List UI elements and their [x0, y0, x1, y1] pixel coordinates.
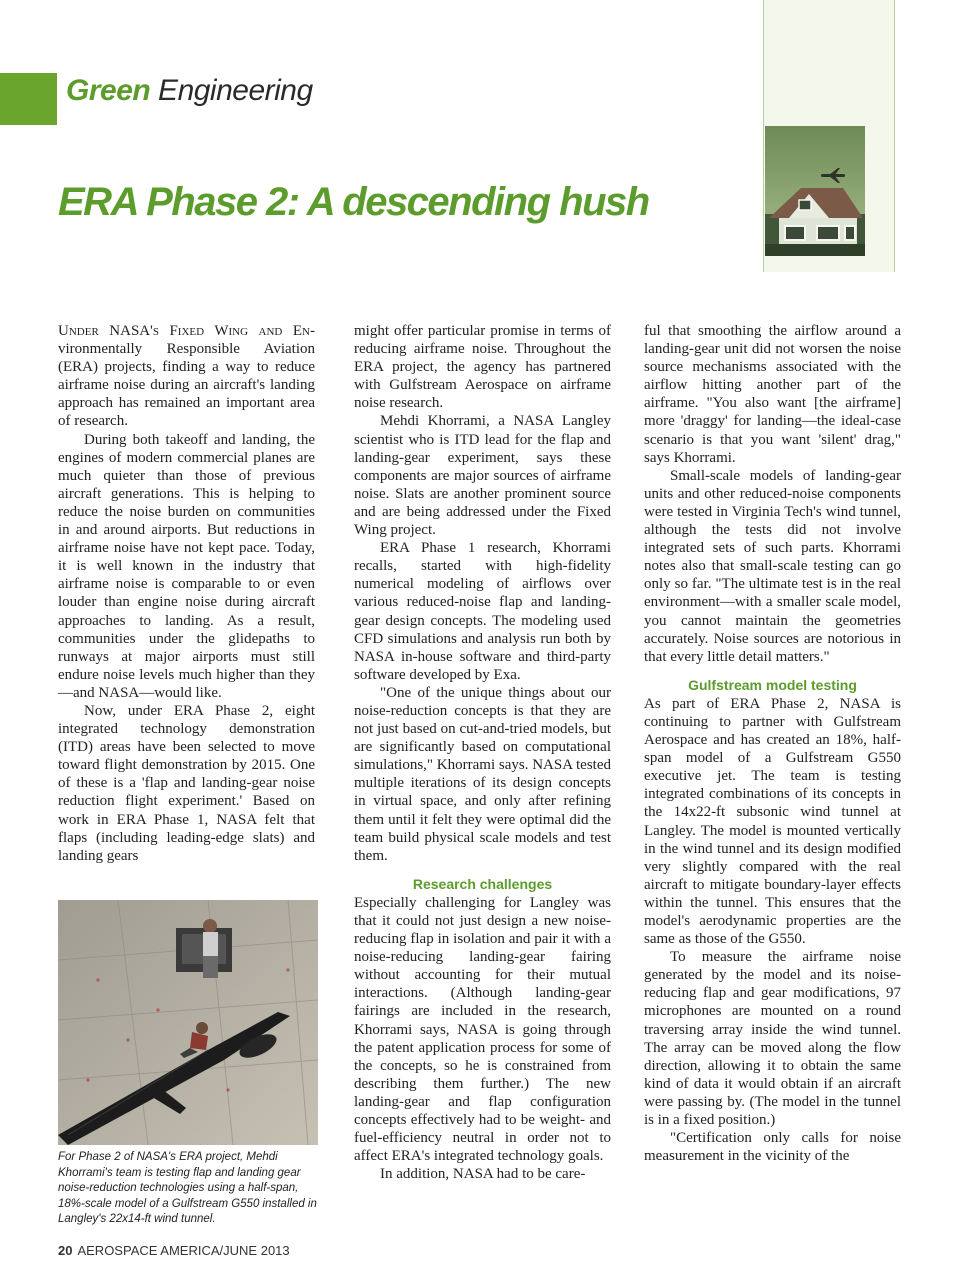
- page-title: ERA Phase 2: A descending hush: [58, 180, 649, 224]
- article-paragraph: "One of the unique things about our noise-reduction concepts is that they are not just based on cut-and-tried models, but are significantly based on computational simulations," Khorrami says. NASA tested multiple iterations of its design concepts in virtual space, and only after refining them until it felt they were optimal did the team build physical scale models and test them.: [354, 684, 611, 864]
- thumbnail-frame: [763, 0, 895, 272]
- article-paragraph: To measure the airframe noise generated by the model and its noise-reducing flap and gear modifications, 97 microphones are mounted on a round traversing array inside the wind tunnel. The array can be moved along the flow direction, allowing it to obtain the same kind of data it would obtain if an aircraft were passing by. (The model in the tunnel is in a fixed position.): [644, 949, 901, 1129]
- article-paragraph: ERA Phase 1 research, Khorrami recalls, started with high-fidelity numerical modeling of airflows over various reduced-noise flap and landing-gear design concepts. The modeling used CFD simulations and analysis run both by NASA in-house software and third-party software developed by Exa.: [354, 540, 611, 683]
- article-paragraph: During both takeoff and landing, the engines of modern commercial planes are much quieter than those of previous aircraft generations. This is helping to reduce the noise burden on communities in and around airports. But reductions in airframe noise have not kept pace. Today, it is well known in the industry that airframe noise is comparable to or even louder than engine noise during aircraft approaches to landing. As a result, communities under the glidepaths to runways at major airports must still endure noise levels much higher than they—and NASA—would like.: [58, 431, 315, 701]
- article-paragraph: Small-scale models of landing-gear units and other reduced-noise components were tested in Virginia Tech's wind tunnel, although the tests did not involve integrated sets of such parts. Khorrami notes also that small-scale testing can go only so far. "The ultimate test is in the real environment—with a smaller scale model, you cannot maintain the geometries accurately. Noise sources are notorious in that every little detail matters.": [644, 467, 901, 665]
- article-paragraph: As part of ERA Phase 2, NASA is continuing to partner with Gulfstream Aerospace and has created an 18%, half-span model of a Gulfstream G550 executive jet. The team is testing integrated combinations of its concepts in the 14x22-ft subsonic wind tunnel at Langley. The model is mounted vertically in the wind tunnel and its design modified very slightly compared with the real aircraft to mitigate boundary-layer effects within the tunnel. This ensures that the model's aerodynamic properties are the same as those of the G550.: [644, 695, 901, 948]
- article-paragraph: Mehdi Khorrami, a NASA Langley scientist who is ITD lead for the flap and landing-gear experiment, says these components are major sources of airframe noise. Slats are another prominent source and are being addressed under the Fixed Wing project.: [354, 413, 611, 539]
- article-paragraph: Now, under ERA Phase 2, eight integrated technology demonstration (ITD) areas have been selected to move toward flight demonstration by 2015. One of these is a 'flap and landing-gear noise reduction flight experiment.' Based on work in ERA Phase 1, NASA felt that flaps (including leading-edge slats) and landing gears: [58, 702, 315, 864]
- subheading-research-challenges: Research challenges: [412, 875, 553, 892]
- photo-caption: For Phase 2 of NASA's ERA project, Mehdi Khorrami's team is testing flap and landing gear noise-reduction technologies using a half-span, 18%-scale model of a Gulfstream G550 installed in Langley's 22x14-ft wind tunnel.: [58, 1151, 317, 1225]
- section-color-tab: [0, 73, 57, 125]
- page-number: 20: [58, 1243, 73, 1258]
- article-column-3: [644, 322, 901, 1165]
- article-column-2: [354, 322, 611, 1183]
- article-paragraph: In addition, NASA had to be care-: [380, 1166, 586, 1183]
- publication-name: AEROSPACE AMERICA/JUNE 2013: [77, 1243, 290, 1258]
- article-paragraph: Especially challenging for Langley was that it could not just design a new noise-reducing flap in isolation and pair it with a noise-reducing landing-gear fairing without accounting for their mutual interactions. (Although landing-gear fairings are included in the research, Khorrami says, NASA is going through the patent application process for some of the concepts, so he is constrained from describing them further.) The new landing-gear and flap configuration concepts effectively had to be weight- and fuel-efficiency neutral in order not to affect ERA's integrated technology goals.: [354, 894, 611, 1165]
- article-column-1: [58, 322, 315, 865]
- subheading-gulfstream-model-testing: Gulfstream model testing: [688, 676, 857, 693]
- article-paragraph: might offer particular promise in terms of reducing airframe noise. Throughout the ERA project, the agency has partnered with Gulfstream Aerospace on airframe noise research.: [354, 323, 611, 412]
- section-tag: Green Engineering: [66, 74, 313, 107]
- page-footer: [58, 1243, 290, 1258]
- article-paragraph: ful that smoothing the airflow around a landing-gear unit did not worsen the noise source mechanisms associated with the airflow hitting another part of the airframe. "You also want [the airframe] more 'draggy' for landing—the ideal-case scenario is that you want 'silent' drag," says Khorrami.: [644, 323, 901, 466]
- article-paragraph: "Certification only calls for noise measurement in the vicinity of the: [644, 1130, 901, 1165]
- wind-tunnel-photo: [58, 900, 318, 1145]
- article-paragraph: Under NASA's Fixed Wing and En-vironmentally Responsible Aviation (ERA) projects, finding a way to reduce airframe noise during an aircraft's landing approach has remained an important area of research.: [58, 323, 315, 430]
- house-airplane-thumbnail: [765, 126, 865, 256]
